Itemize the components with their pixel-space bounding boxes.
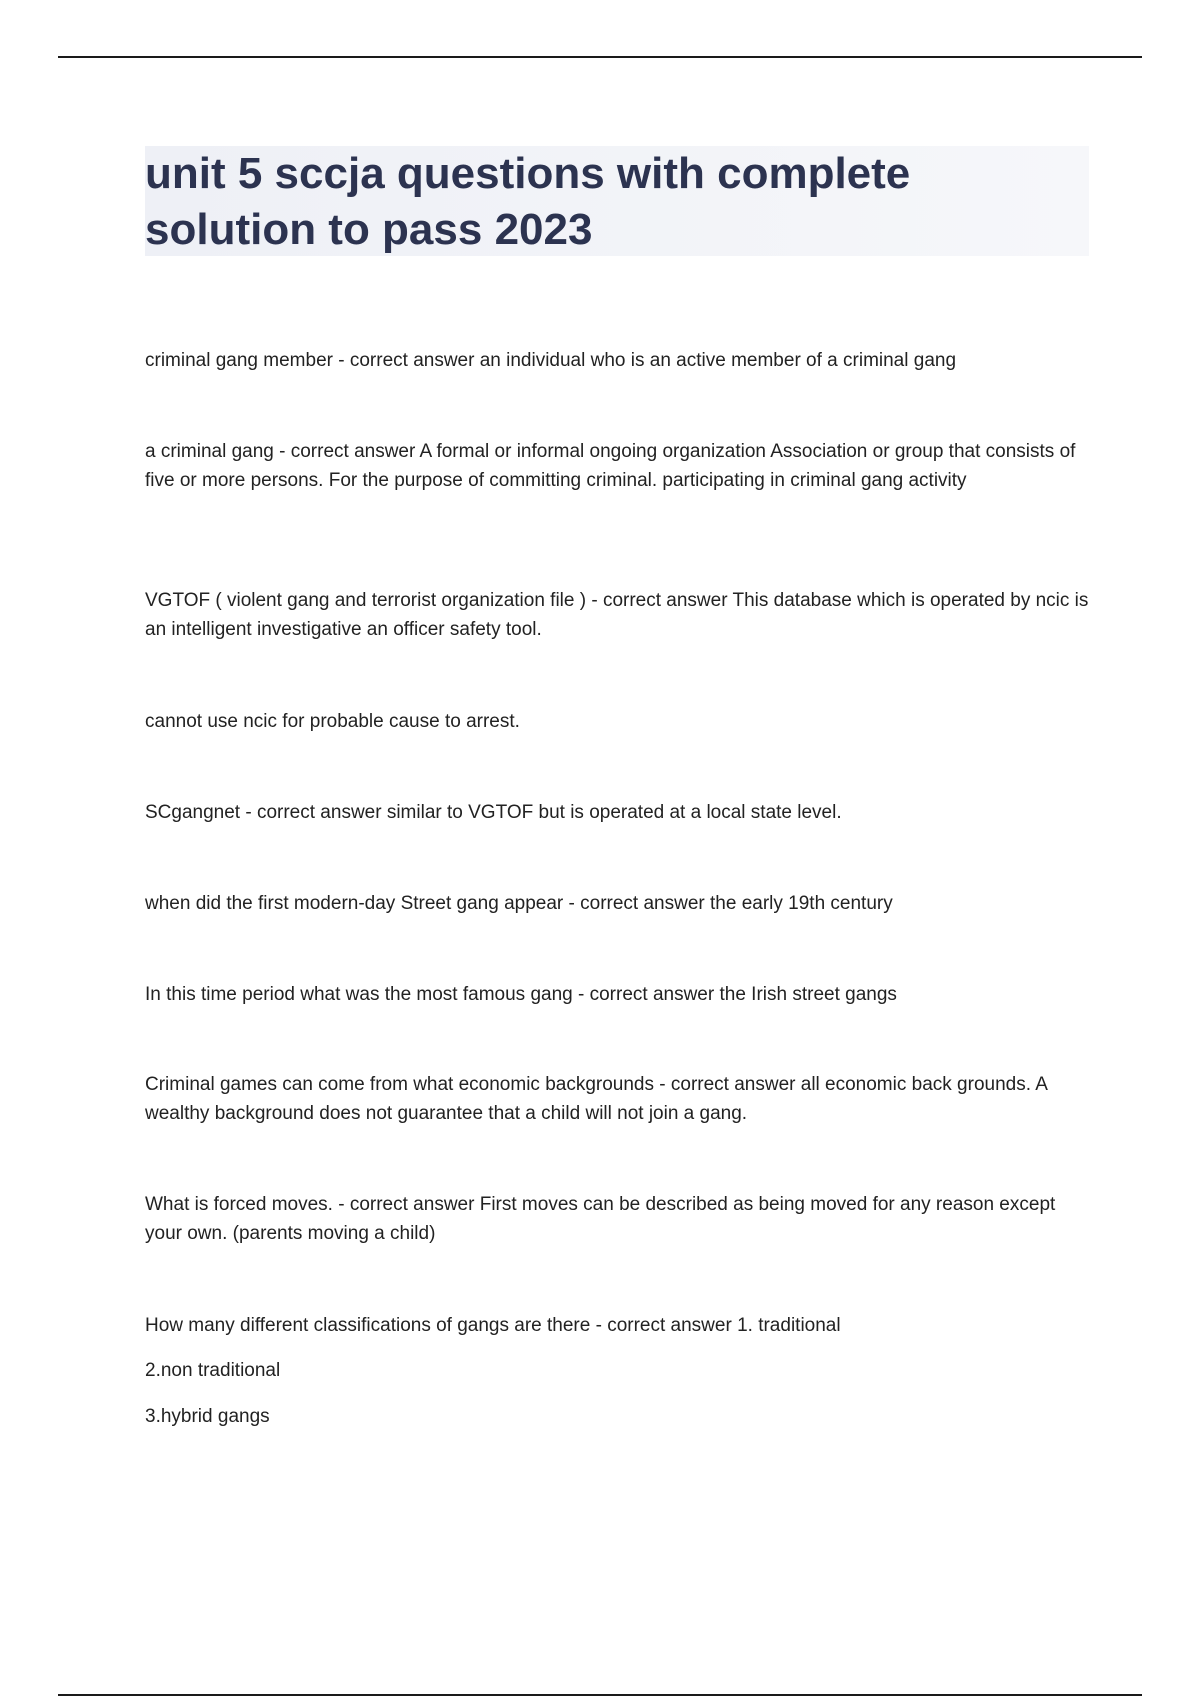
qa-item-economic-backgrounds: Criminal games can come from what economic backgrounds - correct answer all economic back grounds. A wealthy background does not guarantee that a child will not join a gang. [145, 1074, 1047, 1124]
bottom-rule [58, 1694, 1142, 1696]
qa-item-forced-moves: What is forced moves. - correct answer First moves can be described as being moved for any reason except your own. (parents moving a child) [145, 1194, 1056, 1244]
document-title: unit 5 sccja questions with complete solution to pass 2023 [145, 149, 911, 254]
qa-item-criminal-gang-member: criminal gang member - correct answer an individual who is an active member of a criminal gang [145, 350, 957, 371]
qa-item-criminal-gang: a criminal gang - correct answer A formal or informal ongoing organization Association or group that consists of five or more persons. For the purpose of committing criminal. participating in criminal gang activity [145, 441, 1076, 491]
title-block [145, 146, 1089, 256]
qa-item-first-street-gang: when did the first modern-day Street gang appear - correct answer the early 19th century [145, 893, 893, 914]
qa-item-classification-2: 2.non traditional [145, 1360, 281, 1381]
qa-item-vgtof: VGTOF ( violent gang and terrorist organization file ) - correct answer This database which is operated by ncic is an intelligent investigative an officer safety tool. [145, 590, 1089, 640]
qa-item-famous-gang: In this time period what was the most famous gang - correct answer the Irish street gangs [145, 984, 897, 1005]
top-rule [58, 56, 1142, 58]
qa-item-ncic-probable-cause: cannot use ncic for probable cause to arrest. [145, 711, 520, 732]
qa-item-classification-3: 3.hybrid gangs [145, 1406, 270, 1427]
qa-item-scgangnet: SCgangnet - correct answer similar to VGTOF but is operated at a local state level. [145, 802, 842, 823]
qa-item-gang-classifications: How many different classifications of gangs are there - correct answer 1. traditional [145, 1315, 841, 1336]
